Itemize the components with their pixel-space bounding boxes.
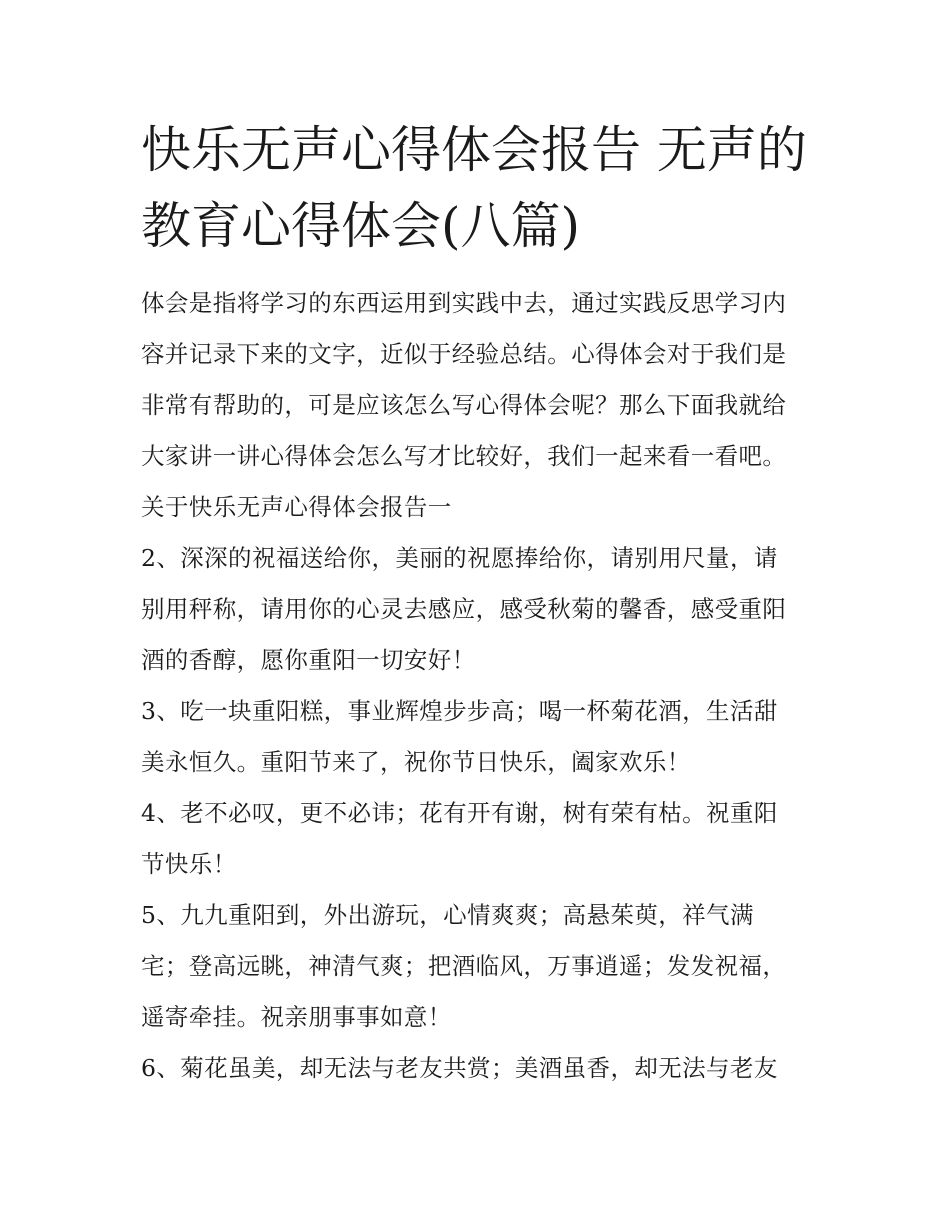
paragraph-line: 2、深深的祝福送给你，美丽的祝愿捧给你，请别用尺量，请 [141,544,778,572]
title-line: 教育心得体会(八篇) [141,197,581,255]
paragraph-line: 6、菊花虽美，却无法与老友共赏；美酒虽香，却无法与老友 [141,1054,778,1082]
section-heading: 关于快乐无声心得体会报告一 [141,493,452,521]
title-line: 快乐无声心得体会报告 无声的 [141,121,807,179]
document-body [141,278,821,1094]
paragraph-line: 4、老不必叹，更不必讳；花有开有谢，树有荣有枯。祝重阳 [141,799,778,827]
paragraph-line: 5、九九重阳到，外出游玩，心情爽爽；高悬茱萸，祥气满 [141,901,754,929]
paragraph-line: 别用秤称，请用你的心灵去感应，感受秋菊的馨香，感受重阳 [141,595,787,623]
intro-line: 容并记录下来的文字，近似于经验总结。心得体会对于我们是 [141,340,787,368]
paragraph-line: 节快乐！ [141,850,237,878]
paragraph-line: 宅；登高远眺，神清气爽；把酒临风，万事逍遥；发发祝福， [141,952,787,980]
paragraph-line: 酒的香醇，愿你重阳一切安好！ [141,646,476,674]
intro-line: 非常有帮助的，可是应该怎么写心得体会呢？那么下面我就给 [141,391,787,419]
paragraph-line: 3、吃一块重阳糕，事业辉煌步步高；喝一杯菊花酒，生活甜 [141,697,778,725]
paragraph-line: 美永恒久。重阳节来了，祝你节日快乐，阖家欢乐！ [141,748,691,776]
paragraph-line: 遥寄牵挂。祝亲朋事事如意！ [141,1003,452,1031]
intro-line: 大家讲一讲心得体会怎么写才比较好，我们一起来看一看吧。 [141,442,787,470]
intro-line: 体会是指将学习的东西运用到实践中去，通过实践反思学习内 [141,289,787,317]
document-title [141,112,821,264]
